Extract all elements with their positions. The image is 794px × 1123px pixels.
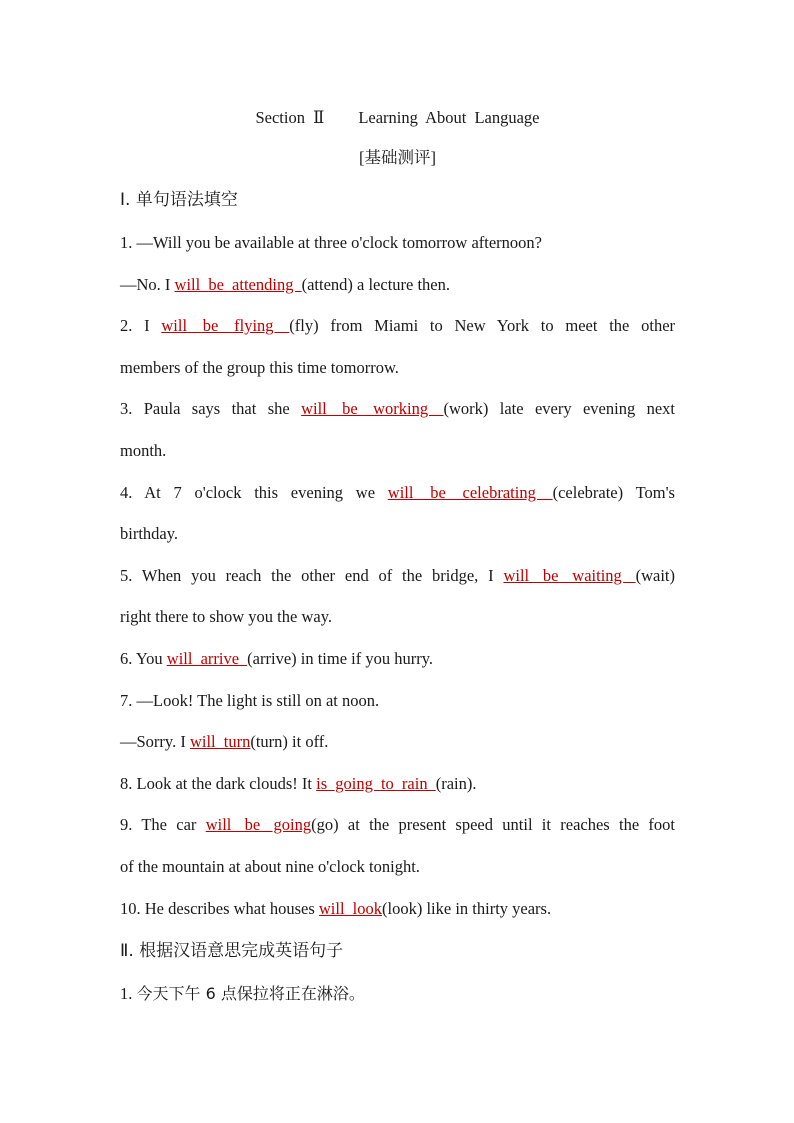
q7-answer: will turn xyxy=(189,732,251,752)
q9-line-a: 9. The car will be going(go) at the present speed until it reaches the foot xyxy=(120,815,675,835)
q9-line-b: of the mountain at about nine o'clock tonight. xyxy=(120,856,420,876)
q4-line-b: birthday. xyxy=(120,524,179,544)
q3-line-a: 3. Paula says that she will be working (work) late every evening next xyxy=(120,399,675,419)
q1-line-a: 1. —Will you be available at three o'clock tomorrow afternoon? xyxy=(120,233,542,252)
q5-line-a: 5. When you reach the other end of the bridge, I will be waiting (wait) xyxy=(120,565,675,585)
q7-line-b: —Sorry. I will turn(turn) it off. xyxy=(120,732,329,752)
page-title xyxy=(120,98,675,138)
part2-q1-prompt: 今天下午 6 点保拉将正在淋浴。 xyxy=(136,984,365,1004)
q2-line-a: 2. I will be flying (fly) from Miami to New York to meet the other xyxy=(120,316,675,336)
q5-line-b: right there to show you the way. xyxy=(120,607,333,627)
section-label: Section Ⅱ xyxy=(255,108,325,127)
q9-answer: will be going xyxy=(205,815,312,835)
q10-answer: will look xyxy=(318,898,383,918)
q2-line-b: members of the group this time tomorrow. xyxy=(120,357,399,377)
q7-line-a: 7. —Look! The light is still on at noon. xyxy=(120,690,380,710)
q8-line: 8. Look at the dark clouds! It is going to rain (rain). xyxy=(120,773,477,793)
worksheet-page xyxy=(120,98,675,1015)
q8-answer: is going to rain xyxy=(316,773,436,793)
q6-answer: will arrive xyxy=(166,648,248,668)
q1-line-b: —No. I will be attending (attend) a lecture then. xyxy=(120,274,450,294)
q4-line-a: 4. At 7 o'clock this evening we will be celebrating (celebrate) Tom's xyxy=(120,482,675,502)
part2-heading: Ⅱ. 根据汉语意思完成英语句子 xyxy=(120,941,344,962)
q3-line-b: month. xyxy=(120,440,167,460)
q10-line: 10. He describes what houses will look(look) like in thirty years. xyxy=(120,898,552,918)
q4-answer: will be celebrating xyxy=(387,482,553,502)
q3-answer: will be working xyxy=(301,399,444,419)
page-subtitle: [基础测评] xyxy=(359,148,436,167)
q2-answer: will be flying xyxy=(161,316,290,336)
q5-answer: will be waiting xyxy=(503,565,636,585)
topic-label: Learning About Language xyxy=(358,108,540,127)
q6-line: 6. You will arrive (arrive) in time if you hurry. xyxy=(120,648,434,668)
part1-heading: Ⅰ. 单句语法填空 xyxy=(120,190,238,210)
part2-q1-number: 1. xyxy=(120,984,137,1004)
part2-q1-line xyxy=(120,973,675,1015)
q1-answer: will be attending xyxy=(174,274,302,294)
